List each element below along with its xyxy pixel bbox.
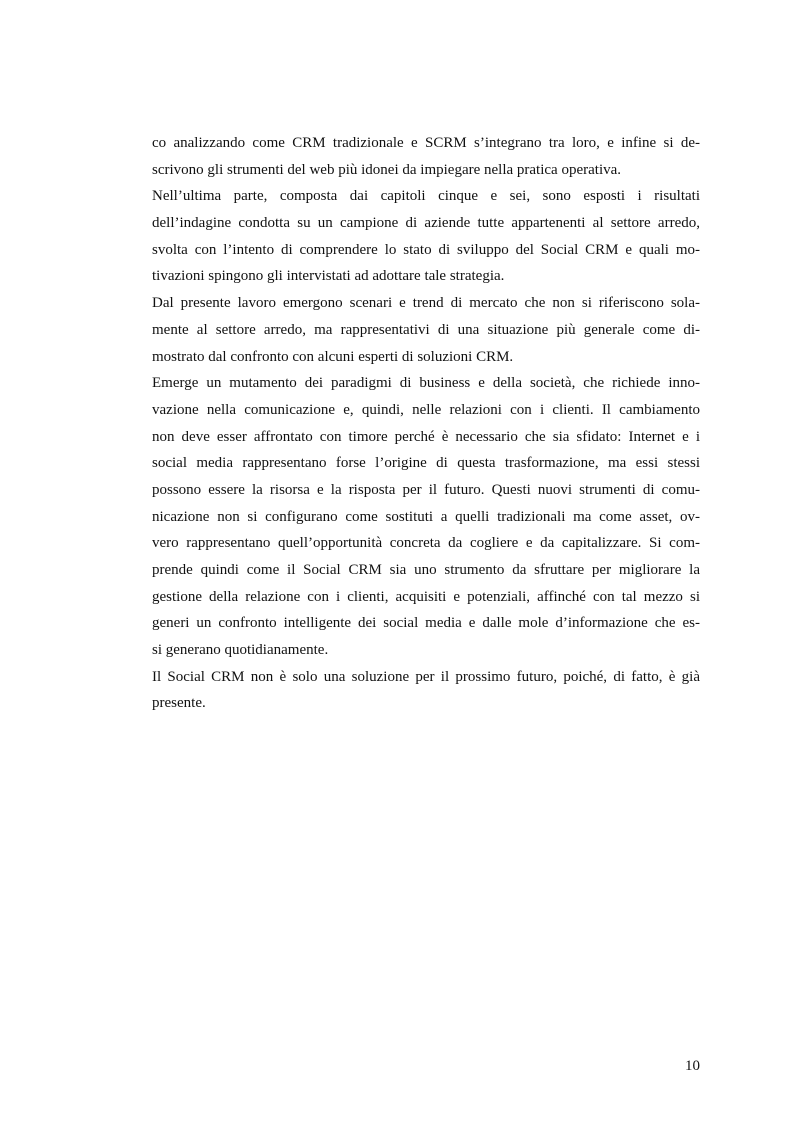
paragraph-2	[152, 183, 700, 290]
text-line: mente al settore arredo, ma rappresentativi di una situazione più generale come di-	[152, 321, 700, 338]
text-line: prende quindi come il Social CRM sia uno strumento da sfruttare per migliorare la	[152, 562, 700, 578]
text-line: social media rappresentano forse l’origine di questa trasformazione, ma essi stessi	[152, 455, 700, 472]
text-line: mostrato dal confronto con alcuni esperti di soluzioni CRM.	[152, 348, 514, 365]
text-line: non deve esser affrontato con timore perché è necessario che sia sfidato: Internet e i	[152, 428, 700, 445]
text-line: vero rappresentano quell’opportunità concreta da cogliere e da capitalizzare. Si com-	[152, 535, 700, 552]
paragraph-5	[152, 664, 700, 717]
text-line: co analizzando come CRM tradizionale e SCRM s’integrano tra loro, e infine si de-	[152, 135, 700, 151]
text-line: tivazioni spingono gli intervistati ad adottare tale strategia.	[152, 268, 505, 285]
text-line: possono essere la risorsa e la risposta per il futuro. Questi nuovi strumenti di comu-	[152, 481, 700, 498]
text-line: scrivono gli strumenti del web più idonei da impiegare nella pratica operativa.	[152, 161, 622, 178]
text-line: Dal presente lavoro emergono scenari e trend di mercato che non si riferiscono sola-	[152, 295, 700, 312]
paragraph-3	[152, 290, 700, 370]
text-line: generi un confronto intelligente dei social media e dalle mole d’informazione che es-	[152, 615, 700, 632]
paragraph-4	[152, 370, 700, 664]
text-line: presente.	[152, 695, 206, 712]
body-text	[152, 130, 700, 717]
page-number: 10	[685, 1058, 700, 1074]
text-line: si generano quotidianamente.	[152, 642, 329, 659]
text-line: gestione della relazione con i clienti, acquisiti e potenziali, affinché con tal mezzo si	[152, 588, 700, 605]
paragraph-1	[152, 130, 700, 183]
text-line: vazione nella comunicazione e, quindi, nelle relazioni con i clienti. Il cambiamento	[152, 401, 700, 418]
text-line: Emerge un mutamento dei paradigmi di business e della società, che richiede inno-	[152, 375, 700, 392]
text-line: svolta con l’intento di comprendere lo stato di sviluppo del Social CRM e quali mo-	[152, 241, 700, 258]
text-line: dell’indagine condotta su un campione di aziende tutte appartenenti al settore arredo,	[152, 215, 700, 232]
text-line: Il Social CRM non è solo una soluzione per il prossimo futuro, poiché, di fatto, è già	[152, 668, 700, 685]
text-line: Nell’ultima parte, composta dai capitoli cinque e sei, sono esposti i risultati	[152, 188, 700, 205]
text-line: nicazione non si configurano come sostituti a quelli tradizionali ma come asset, ov-	[152, 508, 700, 525]
